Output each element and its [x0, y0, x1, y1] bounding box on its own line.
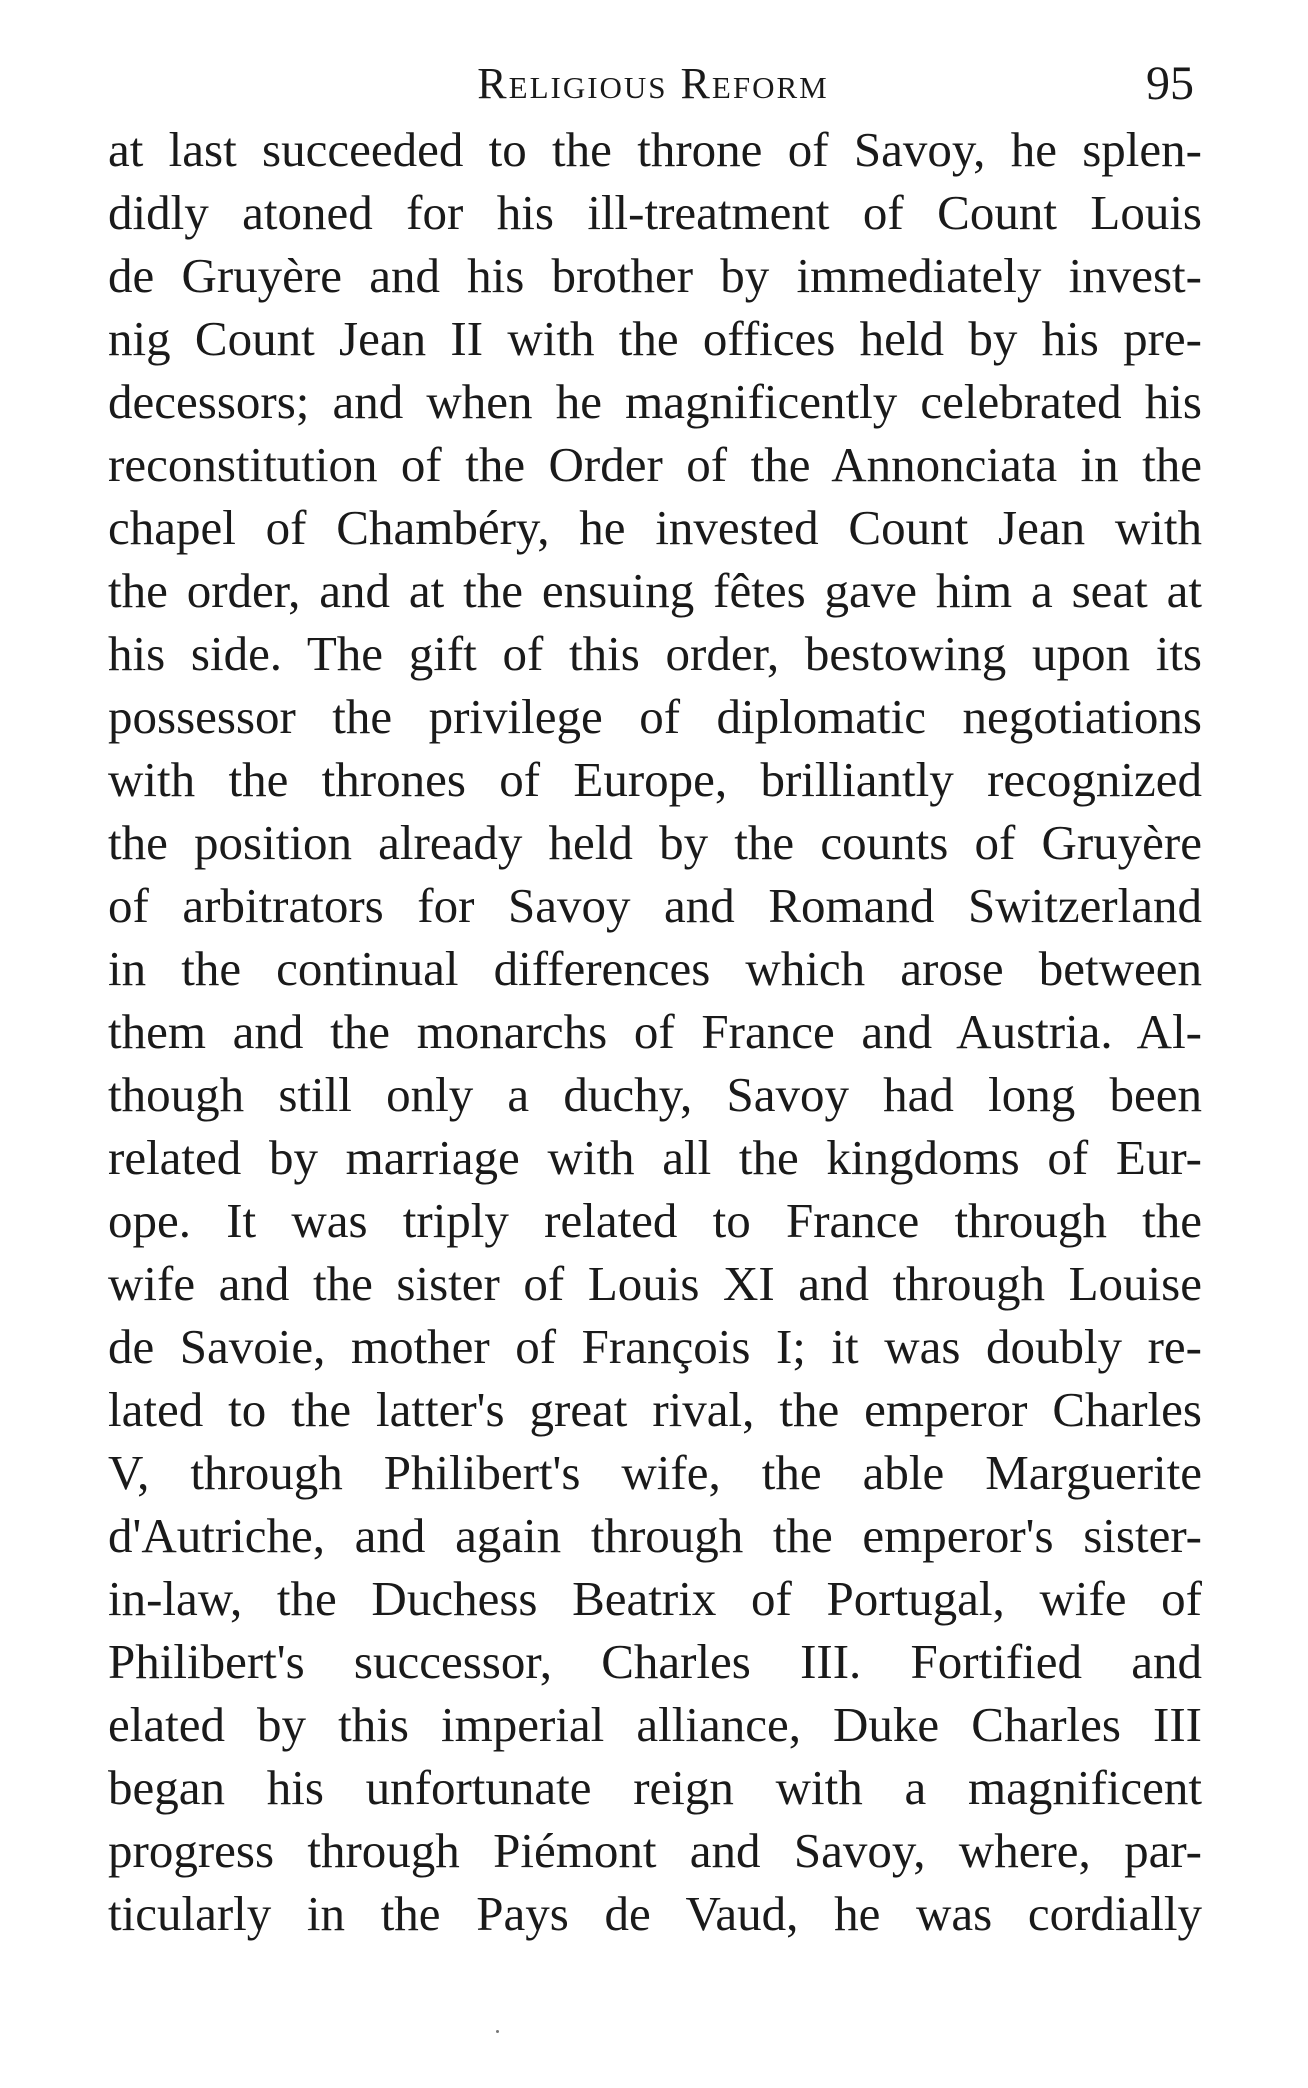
text-line: decessors; and when he magnificently celebrated his: [108, 374, 1202, 429]
running-header: [108, 50, 1198, 116]
text-line: de Gruyère and his brother by immediately invest-: [108, 248, 1202, 303]
text-line: ope. It was triply related to France through the: [108, 1193, 1202, 1248]
text-line: V, through Philibert's wife, the able Marguerite: [108, 1445, 1202, 1500]
text-line: the position already held by the counts of Gruyère: [108, 815, 1202, 870]
running-title: Religious Reform: [477, 59, 829, 108]
text-line: with the thrones of Europe, brilliantly recognized: [108, 752, 1202, 807]
text-line: d'Autriche, and again through the emperor's sister-: [108, 1508, 1202, 1563]
text-line: Philibert's successor, Charles III. Fortified and: [108, 1634, 1202, 1689]
text-line: at last succeeded to the throne of Savoy, he splen-: [108, 122, 1202, 177]
text-line: related by marriage with all the kingdoms of Eur-: [108, 1130, 1202, 1185]
text-line: ticularly in the Pays de Vaud, he was cordially: [108, 1886, 1202, 1941]
text-line: didly atoned for his ill-treatment of Count Louis: [108, 185, 1202, 240]
text-line: possessor the privilege of diplomatic negotiations: [108, 689, 1202, 744]
text-line: reconstitution of the Order of the Annonciata in the: [108, 437, 1202, 492]
text-line: began his unfortunate reign with a magnificent: [108, 1760, 1202, 1815]
text-line: de Savoie, mother of François I; it was doubly re-: [108, 1319, 1202, 1374]
text-line: wife and the sister of Louis XI and through Louise: [108, 1256, 1202, 1311]
text-line: them and the monarchs of France and Austria. Al-: [108, 1004, 1202, 1059]
text-line: in-law, the Duchess Beatrix of Portugal, wife of: [108, 1571, 1202, 1626]
text-line: lated to the latter's great rival, the emperor Charles: [108, 1382, 1202, 1437]
text-line: nig Count Jean II with the offices held by his pre-: [108, 311, 1202, 366]
text-line: the order, and at the ensuing fêtes gave him a seat at: [108, 563, 1202, 618]
page-number: 95: [1146, 57, 1194, 110]
text-line: his side. The gift of this order, bestowing upon its: [108, 626, 1202, 681]
text-line: in the continual differences which arose between: [108, 941, 1202, 996]
body-text: [108, 118, 1202, 1945]
text-line: progress through Piémont and Savoy, where, par-: [108, 1823, 1202, 1878]
scan-speck: [496, 2030, 499, 2033]
text-line: of arbitrators for Savoy and Romand Switzerland: [108, 878, 1202, 933]
text-line: though still only a duchy, Savoy had long been: [108, 1067, 1202, 1122]
text-line: elated by this imperial alliance, Duke Charles III: [108, 1697, 1202, 1752]
text-line: chapel of Chambéry, he invested Count Jean with: [108, 500, 1202, 555]
